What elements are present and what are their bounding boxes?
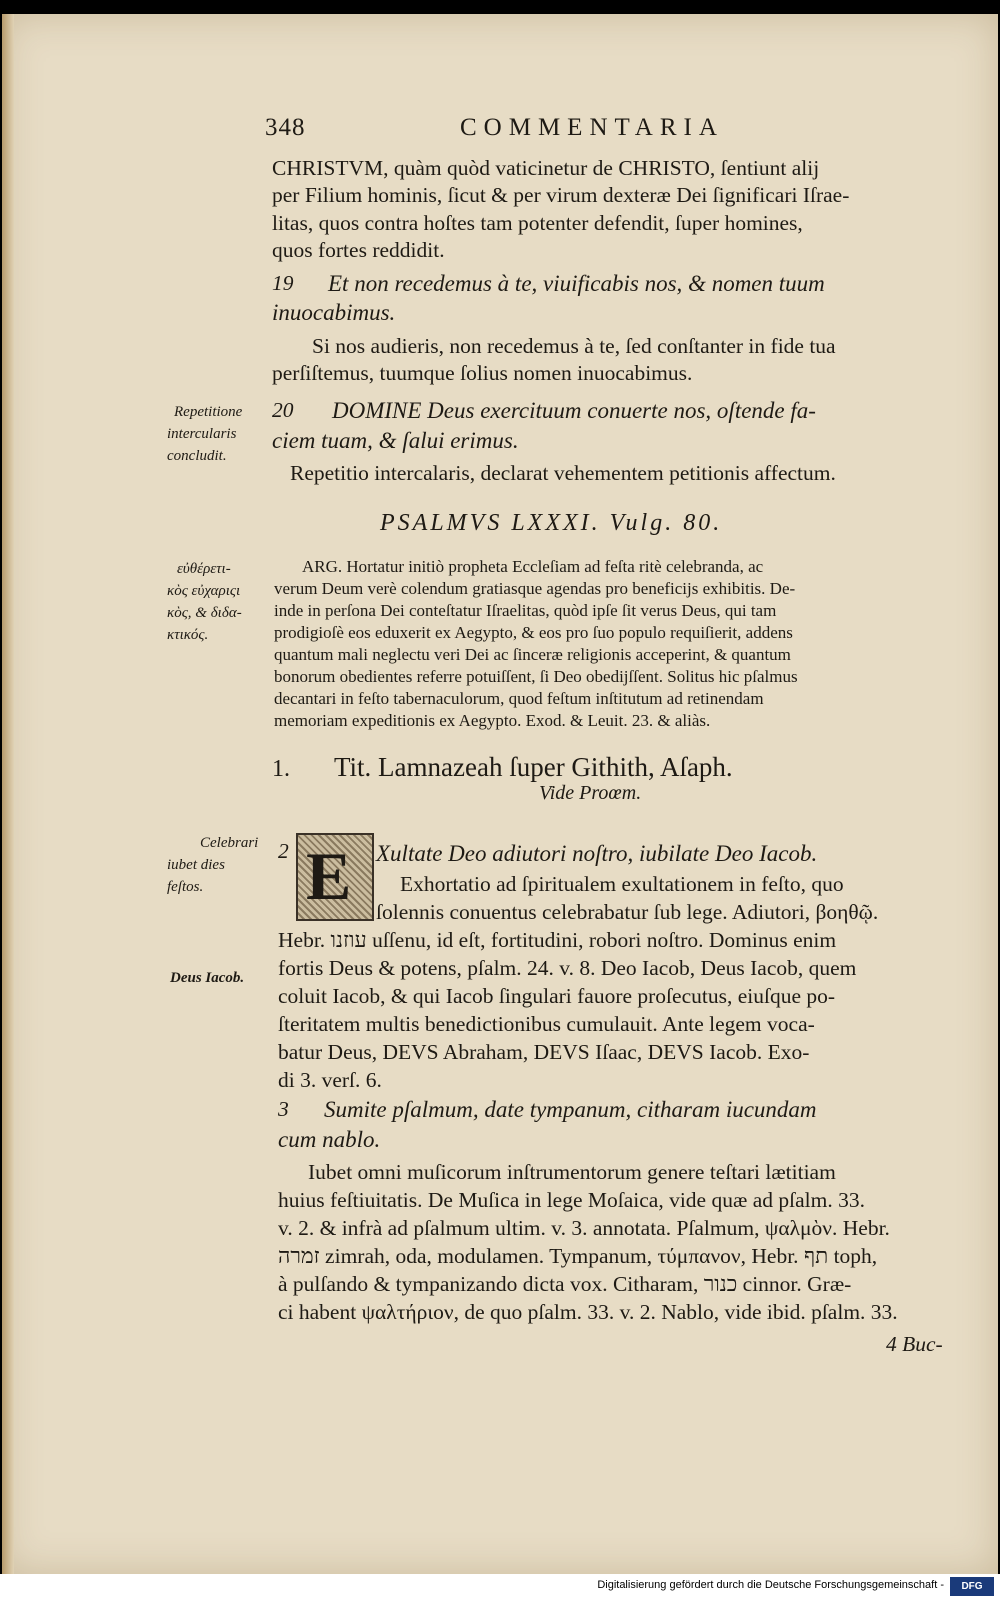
verse-text: Et non recedemus à te, viuificabis nos, & nomen tuum	[328, 271, 825, 296]
verse-text: inuocabimus.	[272, 300, 396, 325]
argument-line: prodigioſè eos eduxerit ex Aegypto, & eos pro ſuo populo requiſierit, addens	[274, 623, 793, 642]
verse-text: ciem tuam, & ſalui erimus.	[272, 428, 519, 453]
verse-text: DOMINE Deus exercituum conuerte nos, oſtende fa-	[332, 398, 816, 423]
margin-note: Repetitione	[174, 404, 243, 420]
margin-note-greek: κὸς, & διδα-	[167, 605, 242, 621]
margin-note-greek: εὐθέρετι-	[177, 561, 231, 577]
title-number: 1.	[272, 756, 290, 782]
verse-text: cum nablo.	[278, 1127, 381, 1152]
running-title: COMMENTARIA	[460, 114, 724, 141]
text-line: Hebr. עוזנו uſſenu, id eſt, fortitudini, robori noſtro. Dominus enim	[278, 928, 837, 952]
verse-text: Xultate Deo adiutori noſtro, iubilate Deo Iacob.	[376, 841, 818, 866]
page-spine-edge	[2, 14, 14, 1574]
text-line: litas, quos contra hoſtes tam potenter defendit, ſuper homines,	[272, 211, 803, 235]
argument-line: verum Deum verè colendum gratiasque agendas pro beneficijs exhibitis. De-	[274, 579, 796, 598]
verse-number: 3	[278, 1097, 289, 1121]
text-line: coluit Iacob, & qui Iacob ſingulari fauore proſecutus, eiuſque po-	[278, 984, 836, 1008]
verse-number: 2	[278, 839, 289, 863]
margin-note: Celebrari	[200, 835, 259, 851]
text-line: זמרה zimrah, oda, modulamen. Tympanum, τύμπανον, Hebr. תף toph,	[278, 1244, 878, 1268]
text-line: batur Deus, DEVS Abraham, DEVS Iſaac, DEVS Iacob. Exo-	[278, 1040, 810, 1064]
text-line: huius feſtiuitatis. De Muſica in lege Moſaica, vide quæ ad pſalm. 33.	[278, 1188, 865, 1212]
text-line: ſolennis conuentus celebrabatur ſub lege. Adiutori, βοηθῷ.	[376, 900, 879, 924]
margin-note-greek: κὸς εὐχαριςι	[167, 583, 241, 599]
text-line: Iubet omni muſicorum inſtrumentorum genere teſtari lætitiam	[308, 1160, 836, 1184]
text-line: fortis Deus & potens, pſalm. 24. v. 8. Deo Iacob, Deus Iacob, quem	[278, 956, 857, 980]
text-line: CHRISTVM, quàm quòd vaticinetur de CHRISTO, ſentiunt alij	[272, 156, 820, 180]
catchword: 4 Buc-	[886, 1332, 943, 1356]
verse-text: Sumite pſalmum, date tympanum, citharam iucundam	[324, 1097, 817, 1122]
text-line: Exhortatio ad ſpiritualem exultationem in feſto, quo	[400, 872, 844, 896]
dfg-logo: DFG	[950, 1577, 994, 1596]
book-page	[2, 14, 998, 1574]
decorated-initial: E	[296, 833, 374, 921]
text-line: Repetitio intercalaris, declarat vehementem petitionis affectum.	[290, 461, 836, 485]
argument-line: ARG. Hortatur initiò propheta Eccleſiam ad feſta ritè celebranda, ac	[302, 557, 764, 576]
text-line: quos fortes reddidit.	[272, 238, 445, 262]
margin-note: iubet dies	[167, 857, 225, 873]
title-reference: Vide Proœm.	[539, 782, 642, 804]
verse-number: 19	[272, 271, 294, 295]
text-line: per Filium hominis, ſicut & per virum dexteræ Dei ſignificari Iſrae-	[272, 183, 850, 207]
psalm-heading: PSALMVS LXXXI. Vulg. 80.	[380, 510, 723, 536]
argument-line: memoriam expeditionis ex Aegypto. Exod. & Leuit. 23. & aliàs.	[274, 711, 711, 730]
margin-note-greek: κτικός.	[167, 627, 209, 643]
argument-line: quantum mali neglectu veri Dei ac ſinceræ religionis acceperint, & quantum	[274, 645, 791, 664]
argument-line: inde in perſona Dei conteſtatur Iſraelitas, quòd ipſe ſit verus Deus, qui tam	[274, 601, 777, 620]
funding-credit: Digitalisierung gefördert durch die Deutsche Forschungsgemeinschaft -	[597, 1579, 944, 1591]
text-line: ci habent ψαλτήριον, de quo pſalm. 33. v. 2. Nablo, vide ibid. pſalm. 33.	[278, 1300, 898, 1324]
margin-note: intercularis	[167, 426, 237, 442]
text-line: di 3. verſ. 6.	[278, 1068, 382, 1092]
footer-bar	[0, 1574, 1000, 1601]
argument-line: decantari in feſto tabernaculorum, quod feſtum inſtitutum ad retinendam	[274, 689, 764, 708]
text-line: perſiſtemus, tuumque ſolius nomen inuocabimus.	[272, 361, 693, 385]
margin-note: Deus Iacob.	[170, 970, 245, 986]
page-number: 348	[265, 114, 306, 141]
text-line: ſteritatem multis benedictionibus cumulauit. Ante legem voca-	[278, 1012, 815, 1036]
verse-number: 20	[272, 398, 294, 422]
argument-line: bonorum obedientes referre potuiſſent, ſi Deo obedijſſent. Solitus hic pſalmus	[274, 667, 798, 686]
margin-note: feſtos.	[167, 879, 204, 895]
text-line: Si nos audieris, non recedemus à te, ſed conſtanter in fide tua	[312, 334, 836, 358]
margin-note: concludit.	[167, 448, 227, 464]
psalm-title: Tit. Lamnazeah ſuper Githith, Aſaph.	[334, 752, 733, 782]
text-line: à pulſando & tympanizando dicta vox. Citharam, כנור cinnor. Græ-	[278, 1272, 852, 1296]
text-line: v. 2. & infrà ad pſalmum ultim. v. 3. annotata. Pſalmum, ψαλμὸν. Hebr.	[278, 1216, 890, 1240]
